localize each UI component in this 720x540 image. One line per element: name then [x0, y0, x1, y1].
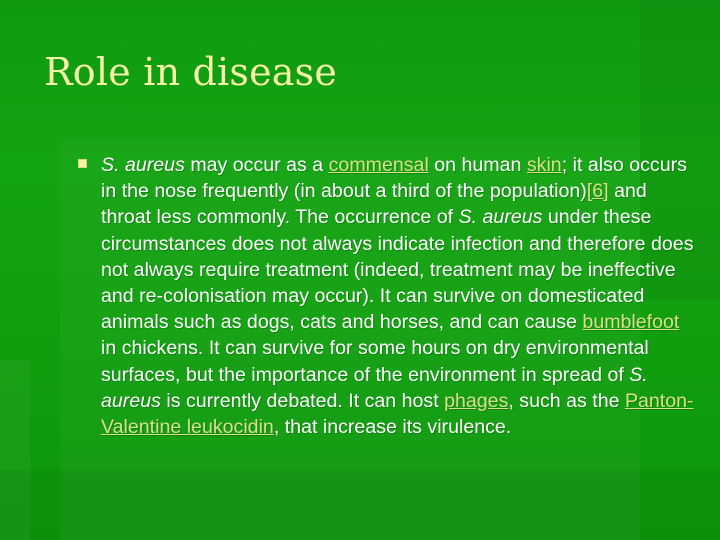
link-6[interactable]: [6]: [586, 180, 609, 203]
link-panton-valentine-leukocidin[interactable]: Panton-Valentine leukocidin: [101, 389, 694, 439]
bullet-list: [74, 152, 696, 440]
paragraph-text-segment: under these circumstances does not always indicate infection and therefore does not always require treatment (indeed, treatment may be ineffective and re-colonisation may occur). It can survive on domesticated animals such as dogs, cats and horses, and can cause: [101, 206, 694, 334]
paragraph-text-segment: on human: [428, 154, 527, 176]
bullet-item: [74, 152, 696, 440]
paragraph-text-segment: ; it also occurs in the nose frequently (in about a third of the population): [101, 154, 687, 203]
link-phages[interactable]: phages: [444, 389, 509, 412]
link-bumblefoot[interactable]: bumblefoot: [582, 311, 680, 334]
link-skin[interactable]: skin: [526, 154, 562, 176]
background-shadow-bottom: [0, 470, 720, 540]
species-name: S. aureus: [458, 206, 543, 229]
slide-title: Role in disease: [44, 50, 338, 94]
link-commensal[interactable]: commensal: [328, 154, 429, 176]
paragraph-text-segment: , that increase its virulence.: [273, 416, 512, 439]
paragraph-text-segment: , such as the: [508, 389, 625, 412]
species-name: S. aureus: [101, 154, 185, 176]
paragraph-text-segment: may occur as a: [184, 154, 329, 176]
species-name: S. aureus: [101, 363, 648, 412]
paragraph-text-segment: in chickens. It can survive for some hours on dry environmental surfaces, but the importance of the environment in spread of: [101, 337, 649, 386]
bullet-paragraph: [101, 152, 696, 440]
square-bullet-icon: [78, 159, 87, 168]
paragraph-text-segment: is currently debated. It can host: [160, 389, 445, 412]
paragraph-text-segment: and throat less commonly. The occurrence of: [101, 180, 647, 229]
background-panel-left: [0, 360, 30, 540]
